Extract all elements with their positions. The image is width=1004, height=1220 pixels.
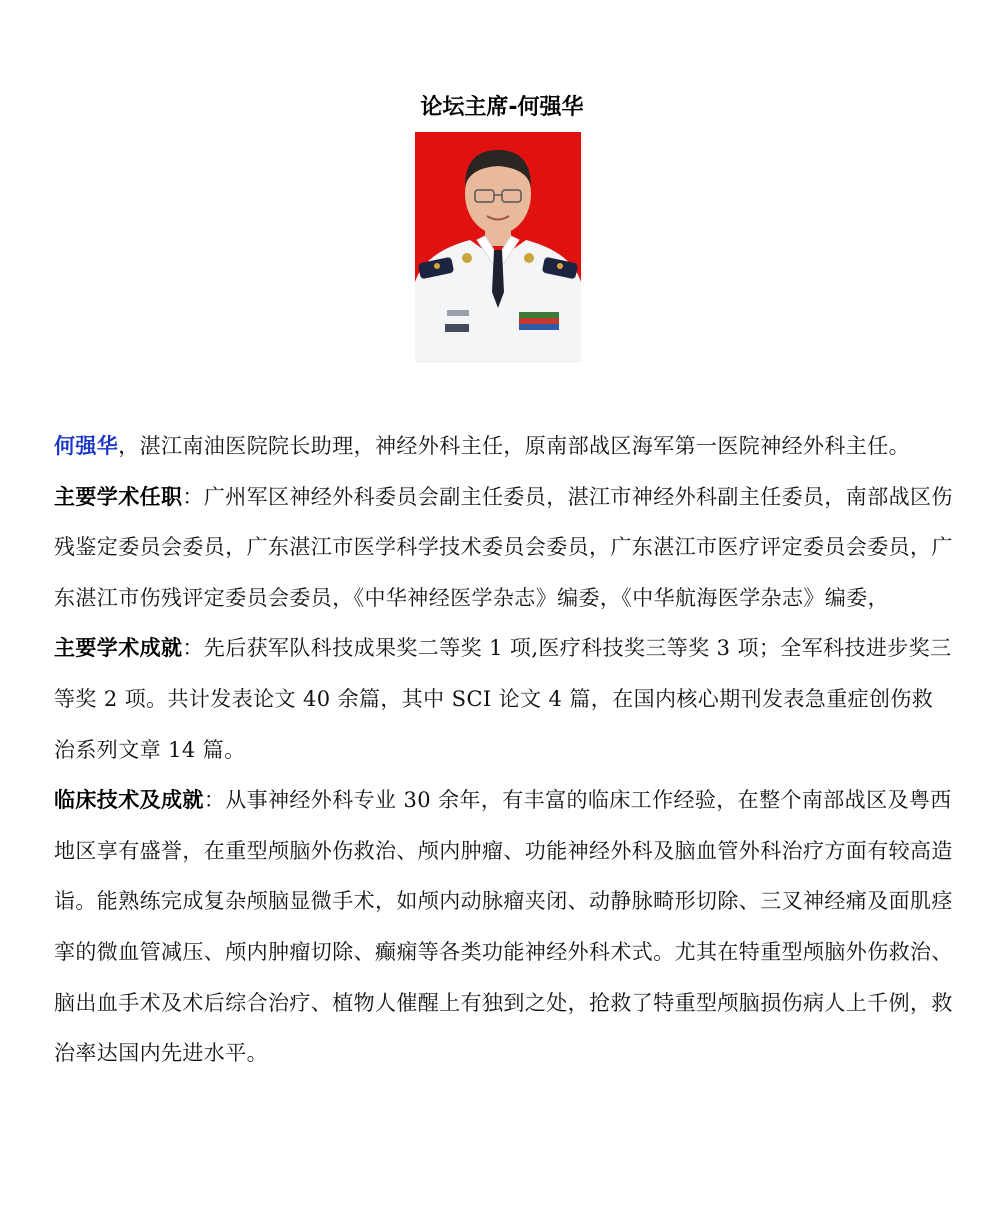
section-academic-achievements: [54, 623, 954, 775]
section-label: 临床技术及成就: [54, 788, 204, 813]
section-label: 主要学术成就: [54, 636, 183, 661]
intro-paragraph: [54, 421, 954, 472]
section-text: ：广州军区神经外科委员会副主任委员，湛江市神经外科副主任委员，南部战区伤残鉴定委员会委员，广东湛江市医学科学技术委员会委员，广东湛江市医疗评定委员会委员，广东湛江市伤残评定委员会委员，《中华神经医学杂志》编委，《中华航海医学杂志》编委，: [54, 484, 953, 610]
section-academic-positions: [54, 472, 954, 624]
intro-text: ，湛江南油医院院长助理，神经外科主任，原南部战区海军第一医院神经外科主任。: [118, 434, 910, 458]
section-text: ：先后获军队科技成果奖二等奖 1 项,医疗科技奖三等奖 3 项；全军科技进步奖三等奖 2 项。共计发表论文 40 余篇，其中 SCI 论文 4 篇，在国内核心期刊发表急重症创伤救治系列文章 14 篇。: [54, 636, 952, 762]
biography: [54, 421, 954, 1079]
page-title: 论坛主席-何强华: [420, 95, 584, 120]
portrait-photo: [415, 132, 581, 363]
section-clinical-achievements: [54, 775, 954, 1079]
section-label: 主要学术任职: [54, 484, 183, 509]
section-text: ：从事神经外科专业 30 余年，有丰富的临床工作经验，在整个南部战区及粤西地区享有盛誉，在重型颅脑外伤救治、颅内肿瘤、功能神经外科及脑血管外科治疗方面有较高造诣。能熟练完成复杂颅脑显微手术，如颅内动脉瘤夹闭、动静脉畸形切除、三叉神经痛及面肌痉挛的微血管减压、颅内肿瘤切除、癫痫等各类功能神经外科术式。尤其在特重型颅脑外伤救治、脑出血手术及术后综合治疗、植物人催醒上有独到之处，抢救了特重型颅脑损伤病人上千例，救治率达国内先进水平。: [54, 788, 953, 1066]
person-name: 何强华: [54, 434, 119, 458]
